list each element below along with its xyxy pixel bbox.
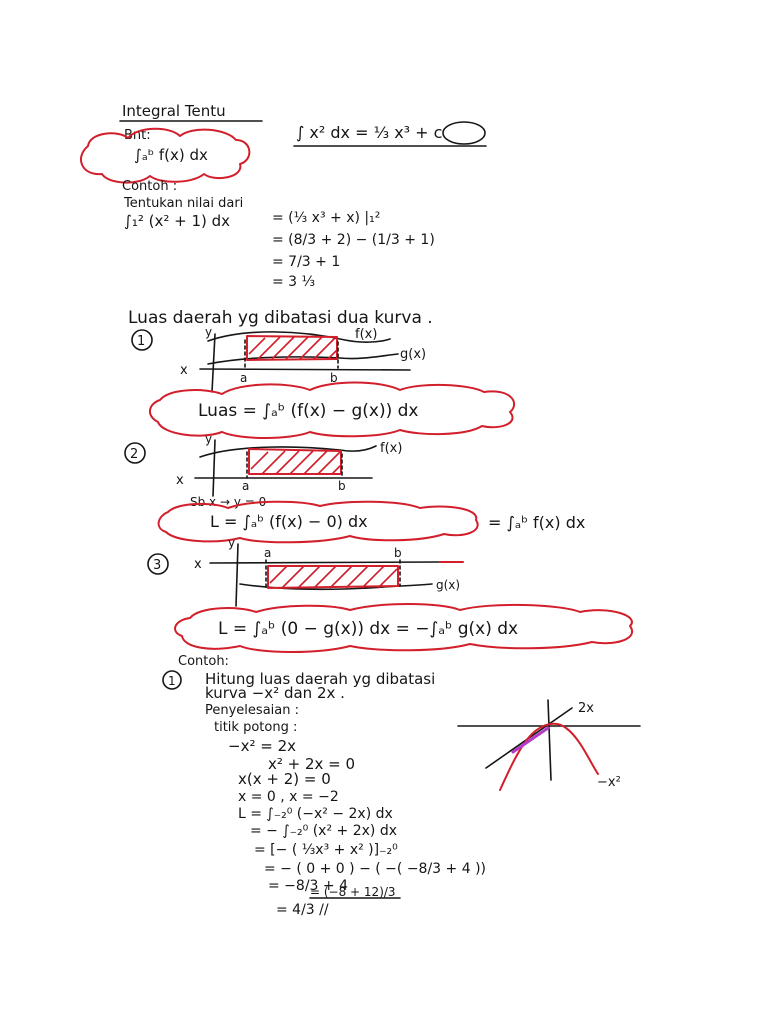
contoh2-number: 1: [168, 674, 176, 688]
graph-label-2x: 2x: [578, 701, 594, 716]
case1-x-label: x: [180, 363, 188, 378]
contoh2-step-5: L = ∫₋₂⁰ (−x² − 2x) dx: [238, 806, 393, 822]
case2-x-label: x: [176, 473, 184, 488]
case1-x-axis: [200, 369, 410, 370]
contoh1-step-1: = (⅓ x³ + x) |₁²: [272, 210, 381, 226]
case2-b-label: b: [338, 479, 346, 493]
contoh2-step-4: x = 0 , x = −2: [238, 789, 339, 805]
contoh2-step-9: = −8/3 + 4: [268, 878, 348, 894]
case2-f-curve: [200, 446, 376, 457]
contoh2-step-2: x² + 2x = 0: [268, 755, 356, 773]
case3-x-axis: [210, 562, 440, 563]
case3-number: 3: [153, 558, 162, 573]
graph-y-axis: [548, 700, 551, 780]
contoh2-problem-line1: Hitung luas daerah yg dibatasi: [205, 670, 436, 688]
case1-g-label: g(x): [400, 347, 427, 362]
case1-y-label: y: [205, 325, 213, 339]
luas-heading: Luas daerah yg dibatasi dua kurva .: [128, 308, 433, 328]
case3-formula: L = ∫ₐᵇ (0 − g(x)) dx = −∫ₐᵇ g(x) dx: [218, 619, 519, 639]
case2-number: 2: [130, 447, 139, 462]
case2-hatched-area: [249, 449, 341, 474]
contoh2-problem-line2: kurva −x² dan 2x .: [205, 684, 345, 702]
contoh2-graph: [458, 700, 640, 790]
bentuk-formula: ∫ₐᵇ f(x) dx: [134, 146, 208, 164]
case3-a-label: a: [264, 546, 272, 560]
contoh2-step-1: −x² = 2x: [228, 737, 296, 755]
case3-y-label: y: [228, 536, 236, 550]
contoh2-penyelesaian: Penyelesaian :: [205, 703, 299, 718]
contoh2-step-3: x(x + 2) = 0: [238, 770, 331, 788]
case2-a-label: a: [242, 479, 250, 493]
case2-f-label: f(x): [380, 441, 403, 456]
case2-y-axis: [213, 440, 215, 496]
case1-f-label: f(x): [355, 327, 378, 342]
case1-formula: Luas = ∫ₐᵇ (f(x) − g(x)) dx: [198, 401, 419, 421]
contoh1-step-3: = 7/3 + 1: [272, 254, 341, 270]
case3-y-axis: [236, 544, 238, 606]
case3-x-label: x: [194, 557, 202, 572]
case2-y-label: y: [205, 432, 213, 446]
plus-c-circle: [443, 122, 485, 144]
contoh1-integral: ∫₁² (x² + 1) dx: [124, 212, 231, 230]
bentuk-label: Bnt:: [124, 128, 151, 143]
contoh1-label: Contoh :: [122, 179, 178, 194]
case3-g-label: g(x): [436, 578, 461, 592]
contoh2-step-8: = − ( 0 + 0 ) − ( −( −8/3 + 4 )): [264, 861, 486, 877]
case3-hatched-area: [268, 566, 398, 588]
case2-sb-note: Sb x → y = 0: [190, 495, 267, 509]
contoh2-label: Contoh:: [178, 654, 229, 669]
contoh1-step-4: = 3 ⅓: [272, 274, 316, 290]
graph-label-minus-x2: −x²: [597, 775, 621, 790]
side-formula: ∫ x² dx = ⅓ x³ + c: [296, 123, 443, 142]
case1-number: 1: [137, 334, 146, 349]
contoh2-titik-potong: titik potong :: [214, 720, 298, 735]
case1-b-label: b: [330, 371, 338, 385]
contoh2-step-6: = − ∫₋₂⁰ (x² + 2x) dx: [250, 823, 397, 839]
contoh2-step-10: = (−8 + 12)/3: [310, 885, 396, 899]
page-title: Integral Tentu: [122, 102, 226, 120]
contoh2-step-7: = [− ( ⅓x³ + x² )]₋₂⁰: [254, 842, 398, 858]
contoh1-step-2: = (8/3 + 2) − (1/3 + 1): [272, 232, 435, 248]
graph-area-highlight: [513, 728, 548, 752]
case2-formula-eq: = ∫ₐᵇ f(x) dx: [488, 513, 586, 532]
case2-formula: L = ∫ₐᵇ (f(x) − 0) dx: [210, 512, 368, 531]
case1-a-label: a: [240, 371, 248, 385]
contoh2-step-11: = 4/3 //: [276, 902, 329, 918]
contoh1-task: Tentukan nilai dari: [124, 196, 244, 211]
case3-b-label: b: [394, 546, 402, 560]
